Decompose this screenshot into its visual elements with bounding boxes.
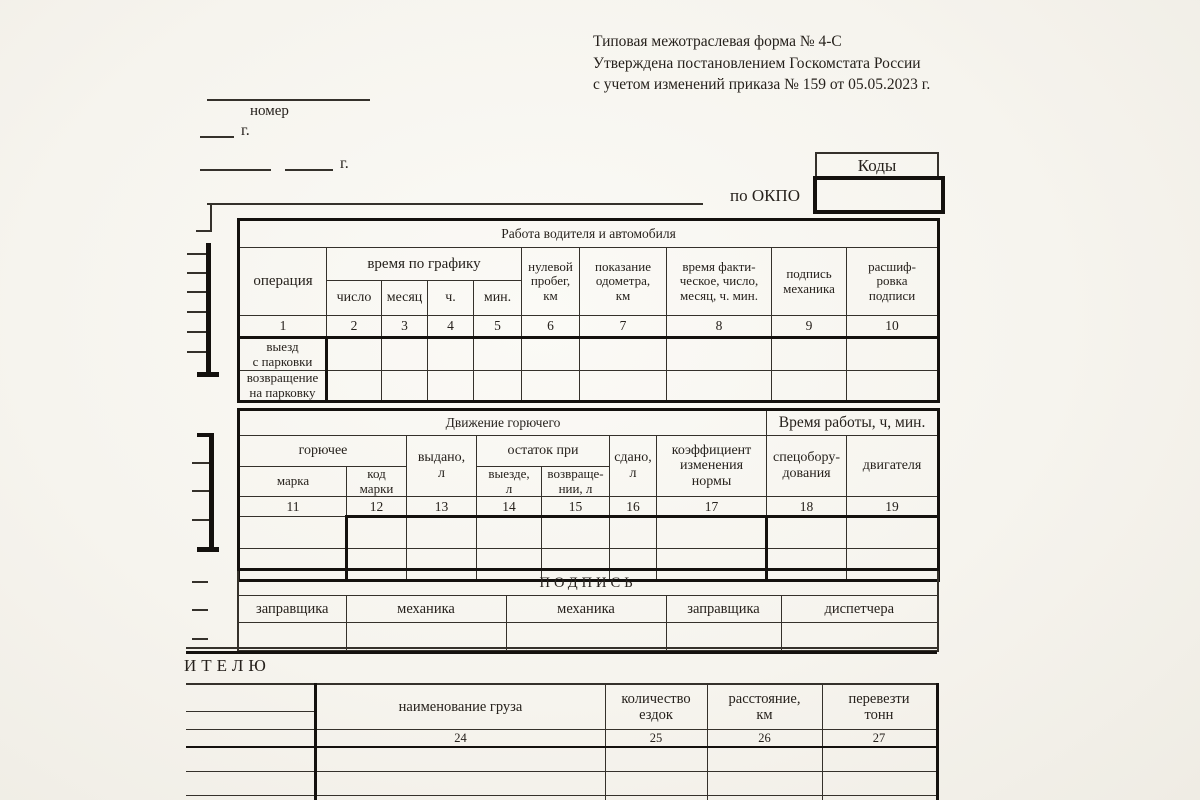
col-number: 4 (428, 316, 474, 338)
col-header-tons: перевезти тонн (822, 684, 937, 730)
col-number: 25 (605, 730, 707, 748)
col-header-actual-time: время факти- ческое, число, месяц, ч. мин. (667, 248, 772, 316)
empty-cell (327, 338, 382, 371)
empty-cell (605, 796, 707, 800)
signature-label-fueler: заправщика (666, 596, 781, 623)
col-header-returned: сдано, л (610, 436, 657, 497)
col-header-rest-departure: выезде, л (477, 467, 542, 497)
cutoff-table-fragment (210, 204, 212, 232)
cutoff-row-line (192, 581, 208, 583)
col-header-signature-decode: расшиф- ровка подписи (847, 248, 939, 316)
col-header-hour: ч. (428, 281, 474, 316)
col-header-zero-run: нулевой пробег, км (522, 248, 580, 316)
year-suffix: г. (241, 122, 250, 139)
section-heading-fragment: ИТЕЛЮ (184, 656, 271, 675)
signature-label-mechanic: механика (506, 596, 666, 623)
empty-cell (428, 371, 474, 402)
empty-cell (315, 796, 605, 800)
col-number: 3 (382, 316, 428, 338)
approval-line: с учетом изменений приказа № 159 от 05.05.2023 г. (593, 76, 931, 93)
col-header-cargo-name: наименование груза (315, 684, 605, 730)
empty-cell (382, 371, 428, 402)
empty-cell (847, 371, 939, 402)
fuel-table-title: Движение горючего (239, 410, 767, 436)
cutoff-row-line (187, 291, 206, 293)
empty-cell (580, 371, 667, 402)
empty-cell (186, 730, 315, 748)
empty-cell (707, 747, 822, 772)
empty-cell (186, 772, 315, 796)
col-header-month: месяц (382, 281, 428, 316)
col-number: 24 (315, 730, 605, 748)
cutoff-table-fragment (206, 243, 211, 377)
col-number: 16 (610, 497, 657, 517)
empty-cell (822, 772, 937, 796)
cutoff-row-line (192, 638, 208, 640)
number-blank-line (207, 99, 370, 101)
empty-cell (239, 517, 347, 549)
empty-cell (542, 517, 610, 549)
empty-cell (707, 772, 822, 796)
empty-cell (186, 747, 315, 772)
col-number: 2 (327, 316, 382, 338)
empty-cell (610, 517, 657, 549)
codes-label: Коды (857, 156, 897, 175)
header-rule (207, 203, 703, 205)
col-group-remainder: остаток при (477, 436, 610, 467)
okpo-code-box (813, 176, 945, 214)
empty-cell (522, 338, 580, 371)
cutoff-table-fragment (197, 372, 219, 377)
col-header-trip-count: количество ездок (605, 684, 707, 730)
driver-task-table (186, 683, 939, 800)
col-number: 26 (707, 730, 822, 748)
empty-cell (605, 747, 707, 772)
cutoff-column-fragment (186, 684, 315, 730)
year-suffix: г. (340, 155, 349, 172)
empty-cell (382, 338, 428, 371)
empty-cell (847, 338, 939, 371)
number-label: номер (250, 103, 289, 119)
empty-cell (186, 796, 315, 800)
driver-vehicle-work-table (237, 218, 940, 403)
work-time-title: Время работы, ч, мин. (767, 410, 939, 436)
col-header-operation: операция (239, 248, 327, 316)
empty-cell (522, 371, 580, 402)
col-header-distance: расстояние, км (707, 684, 822, 730)
col-number: 9 (772, 316, 847, 338)
col-number: 14 (477, 497, 542, 517)
empty-cell (822, 747, 937, 772)
empty-cell (315, 772, 605, 796)
cutoff-row-line (192, 462, 209, 464)
col-number: 15 (542, 497, 610, 517)
cutoff-row-line (192, 519, 209, 521)
signature-label-fueler: заправщика (238, 596, 346, 623)
fuel-movement-table (237, 408, 940, 582)
empty-cell (477, 517, 542, 549)
okpo-label: по ОКПО (729, 186, 800, 205)
date-blank-line (200, 169, 271, 171)
approval-line: Утверждена постановлением Госкомстата России (593, 54, 921, 72)
empty-cell (767, 517, 847, 549)
cutoff-row-line (187, 331, 206, 333)
signature-label-dispatcher: диспетчера (781, 596, 938, 623)
empty-cell (605, 772, 707, 796)
col-number: 6 (522, 316, 580, 338)
section-divider (186, 651, 937, 654)
year-blank-line (200, 136, 234, 138)
row-label-departure: выезд с парковки (239, 338, 327, 371)
empty-cell (667, 338, 772, 371)
col-header-engine: двигателя (847, 436, 939, 497)
col-group-schedule-time: время по графику (327, 248, 522, 281)
col-number: 17 (657, 497, 767, 517)
col-number: 13 (407, 497, 477, 517)
work-table-title: Работа водителя и автомобиля (239, 220, 939, 248)
empty-cell (407, 517, 477, 549)
approval-line: Типовая межотраслевая форма № 4-С (593, 33, 842, 50)
empty-cell (428, 338, 474, 371)
col-header-rest-return: возвраще- нии, л (542, 467, 610, 497)
col-header-odometer: показание одометра, км (580, 248, 667, 316)
cutoff-table-fragment (196, 230, 210, 232)
empty-cell (580, 338, 667, 371)
empty-cell (772, 338, 847, 371)
col-header-day: число (327, 281, 382, 316)
cutoff-row-line (187, 272, 206, 274)
cutoff-table-fragment (209, 433, 214, 552)
cutoff-table-fragment (197, 547, 219, 552)
empty-cell (667, 371, 772, 402)
col-header-brand-code: код марки (347, 467, 407, 497)
col-header-mechanic-signature: подпись механика (772, 248, 847, 316)
signature-label-mechanic: механика (346, 596, 506, 623)
empty-cell (315, 747, 605, 772)
cutoff-row-line (192, 609, 208, 611)
col-number: 1 (239, 316, 327, 338)
cutoff-row-line (187, 311, 206, 313)
col-number: 10 (847, 316, 939, 338)
empty-cell (707, 796, 822, 800)
col-header-issued: выдано, л (407, 436, 477, 497)
col-header-norm-coefficient: коэффициент изменения нормы (657, 436, 767, 497)
empty-cell (474, 371, 522, 402)
empty-cell (657, 517, 767, 549)
col-group-fuel: горючее (239, 436, 407, 467)
empty-cell (847, 517, 939, 549)
row-label-return: возвращение на парковку (239, 371, 327, 402)
date-blank-line (285, 169, 333, 171)
cutoff-row-line (187, 253, 206, 255)
empty-cell (327, 371, 382, 402)
signature-block (237, 568, 939, 652)
col-header-special-equipment: спецобору- дования (767, 436, 847, 497)
col-header-minute: мин. (474, 281, 522, 316)
signature-title: ПОДПИСЬ (238, 570, 938, 596)
empty-cell (474, 338, 522, 371)
approval-text-block (593, 31, 953, 96)
cutoff-row-line (187, 351, 206, 353)
empty-cell (822, 796, 937, 800)
section-divider (186, 647, 937, 649)
empty-cell (347, 517, 407, 549)
col-number: 11 (239, 497, 347, 517)
col-number: 8 (667, 316, 772, 338)
col-number: 12 (347, 497, 407, 517)
col-number: 19 (847, 497, 939, 517)
empty-cell (772, 371, 847, 402)
col-number: 5 (474, 316, 522, 338)
col-number: 18 (767, 497, 847, 517)
col-header-brand: марка (239, 467, 347, 497)
cutoff-row-line (192, 490, 209, 492)
col-number: 27 (822, 730, 937, 748)
col-number: 7 (580, 316, 667, 338)
